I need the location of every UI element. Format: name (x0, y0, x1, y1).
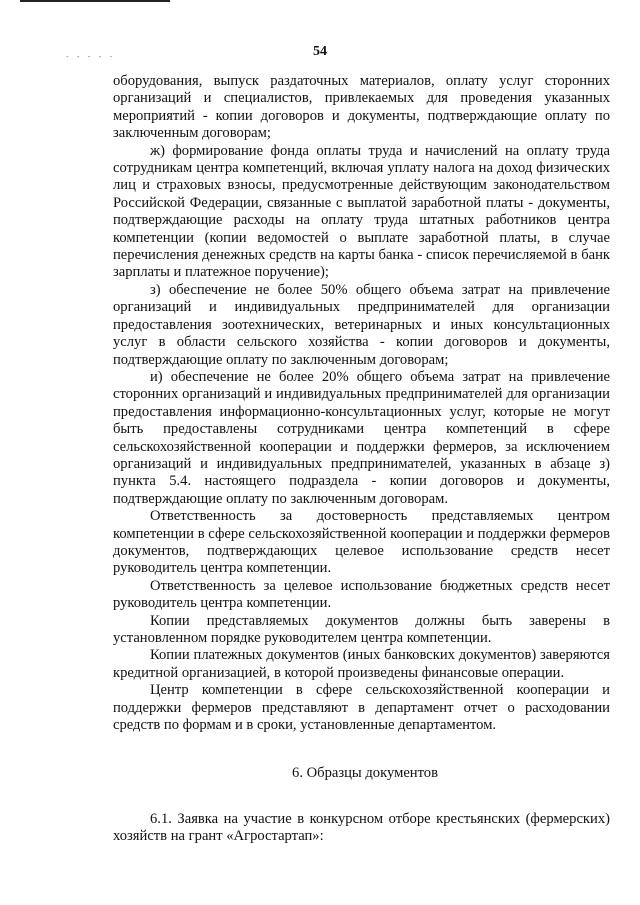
paragraph-responsibility-budget: Ответственность за целевое использование бюджетных средств несет руководитель центра компетенции. (113, 577, 610, 612)
paragraph-report: Центр компетенции в сфере сельскохозяйственной кооперации и поддержки фермеров представляют в департамент отчет о расходовании средств по формам и в сроки, установленные департаментом. (113, 682, 610, 734)
section-heading: 6. Образцы документов (292, 765, 438, 781)
paragraph-payment-copies: Копии платежных документов (иных банковских документов) заверяются кредитной организацией, в которой произведены финансовые операции. (113, 647, 610, 681)
paragraph-continuation: оборудования, выпуск раздаточных материалов, оплату услуг сторонних организаций и специалистов, привлекаемых для проведения указанных мероприятий - копии договоров и документы, подтверждающие оплату по заключенным договорам; (113, 73, 610, 142)
paragraph-item-zh: ж) формирование фонда оплаты труда и начислений на оплату труда сотрудникам центра компетенций, включая уплату налога на доход физических лиц и страховых взносы, предусмотренные действующим законодательством Российской Федерации, связанные с выплатой заработной платы - документы, подтверждающие расходы на оплату труда штатных работников центра компетенции (копии ведомостей о выплате заработной платы, в случае перечисления денежных средств на карты банка - список перечисляемой в банк зарплаты и платежное поручение); (113, 142, 610, 281)
paragraph-responsibility-reliability: Ответственность за достоверность представляемых центром компетенции в сфере сельскохозяйственной кооперации и поддержки фермеров документов, подтверждающих целевое использование средств несет руководитель центра компетенции. (113, 508, 610, 577)
paragraph-item-z: з) обеспечение не более 50% общего объема затрат на привлечение организаций и индивидуальных предпринимателей для организации предоставления зоотехнических, ветеринарных и иных консультационных услуг в области сельского хозяйства - копии договоров и документы, подтверждающие оплату по заключенным договорам; (113, 281, 610, 368)
appendix-item-6-1: 6.1. Заявка на участие в конкурсном отборе крестьянских (фермерских) хозяйств на грант «Агростартап»: (113, 811, 610, 845)
margin-marks: - - - - - (66, 52, 116, 61)
page-number: 54 (313, 44, 327, 59)
paragraph-item-i: и) обеспечение не более 20% общего объема затрат на привлечение сторонних организаций и индивидуальных предпринимателей для организации предоставления информационно-консультационных услуг, которые не могут быть предоставлены сотрудниками центра компетенций в сфере сельскохозяйственной кооперации и поддержки фермеров, за исключением организаций и индивидуальных предпринимателей, указанных в абзаце з) пункта 5.4. настоящего подраздела - копии договоров и документы, подтверждающие оплату по заключенным договорам. (113, 368, 610, 507)
appendix-block (113, 811, 610, 846)
top-scan-rule (20, 0, 170, 2)
body-text (113, 73, 610, 734)
paragraph-copies-certified: Копии представляемых документов должны быть заверены в установленном порядке руководителем центра компетенции. (113, 612, 610, 646)
